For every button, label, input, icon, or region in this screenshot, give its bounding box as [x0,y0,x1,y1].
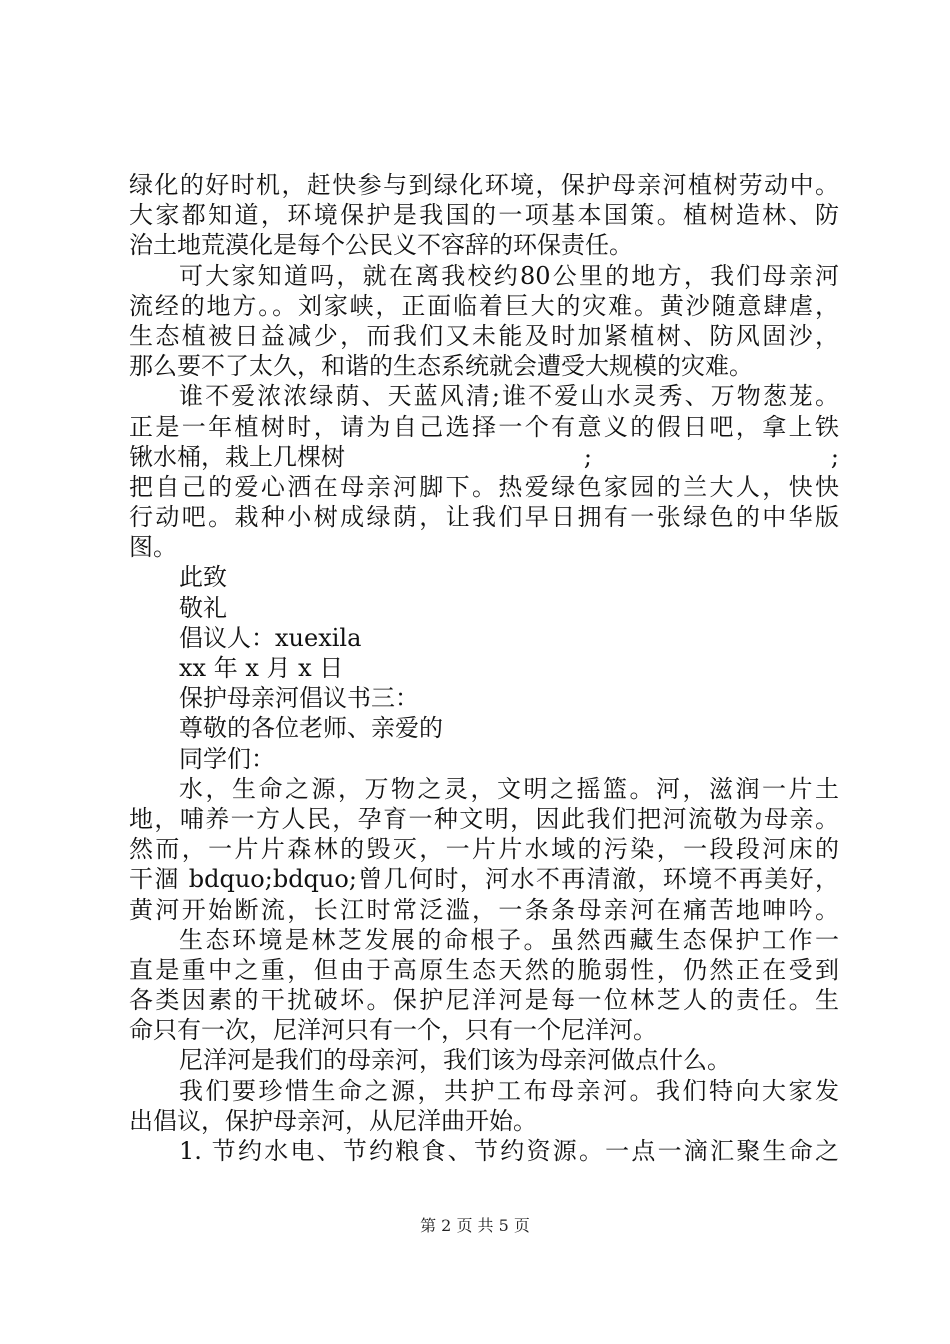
text-line: 然而，一片片森林的毁灭，一片片水域的污染，一段段河床的 [129,835,839,864]
text-line: 图。 [129,533,177,562]
text-line: 命只有一次，尼洋河只有一个，只有一个尼洋河。 [129,1016,657,1045]
text-line: 流经的地方。。刘家峡，正面临着巨大的灾难。黄沙随意肆虐， [129,291,839,320]
text-line: 水，生命之源，万物之灵，文明之摇篮。河，滋润一片土 [179,774,839,803]
text-line: 治土地荒漠化是每个公民义不容辞的环保责任。 [129,231,633,260]
text-line: 行动吧。栽种小树成绿荫，让我们早日拥有一张绿色的中华版 [129,503,839,532]
salutation-line: 同学们： [179,744,275,773]
closing-line: 敬礼 [179,593,227,622]
text-line: 地，哺养一方人民，孕育一种文明，因此我们把河流敬为母亲。 [129,804,839,833]
text-line: 正是一年植树时，请为自己选择一个有意义的假日吧，拿上铁 [129,412,839,441]
text-line: 黄河开始断流，长江时常泛滥，一条条母亲河在痛苦地呻吟。 [129,895,839,924]
text-fragment: 锹水桶，栽上几棵树 [129,442,345,471]
date-line: xx 年 x 月 x 日 [179,654,344,682]
text-line: 出倡议，保护母亲河，从尼洋曲开始。 [129,1106,537,1135]
text-line: 各类因素的干扰破坏。保护尼洋河是每一位林芝人的责任。生 [129,986,839,1015]
text-line: 干涸 bdquo;bdquo;曾几何时，河水不再清澈，环境不再美好， [129,865,839,894]
text-line: 直是重中之重，但由于高原生态天然的脆弱性，仍然正在受到 [129,955,839,984]
closing-line: 此致 [179,563,227,592]
text-line: 生态环境是林芝发展的命根子。虽然西藏生态保护工作一 [179,925,839,954]
page-number: 第 2 页 共 5 页 [420,1216,530,1235]
text-fragment: ; [830,442,839,471]
text-line [129,442,839,472]
text-line: 尼洋河是我们的母亲河，我们该为母亲河做点什么。 [179,1046,731,1075]
section-heading: 保护母亲河倡议书三： [179,684,419,713]
text-fragment: ; [583,442,592,471]
text-line: 我们要珍惜生命之源，共护工布母亲河。我们特向大家发 [179,1076,839,1105]
document-body [129,170,839,1166]
signature-line: 倡议人：xuexila [179,623,362,652]
text-line: 大家都知道，环境保护是我国的一项基本国策。植树造林、防 [129,201,839,230]
text-line: 绿化的好时机，赶快参与到绿化环境，保护母亲河植树劳动中。 [129,171,839,199]
text-line: 那么要不了太久，和谐的生态系统就会遭受大规模的灾难。 [129,352,753,381]
text-line: 1. 节约水电、节约粮食、节约资源。一点一滴汇聚生命之 [179,1137,839,1165]
text-line: 可大家知道吗，就在离我校约80公里的地方，我们母亲河 [179,261,839,290]
text-line: 生态植被日益减少，而我们又未能及时加紧植树、防风固沙， [129,321,839,350]
salutation-line: 尊敬的各位老师、亲爱的 [179,714,443,743]
text-line: 把自己的爱心洒在母亲河脚下。热爱绿色家园的兰大人，快快 [129,472,839,501]
text-line: 谁不爱浓浓绿荫、天蓝风清;谁不爱山水灵秀、万物葱茏。 [179,382,839,411]
